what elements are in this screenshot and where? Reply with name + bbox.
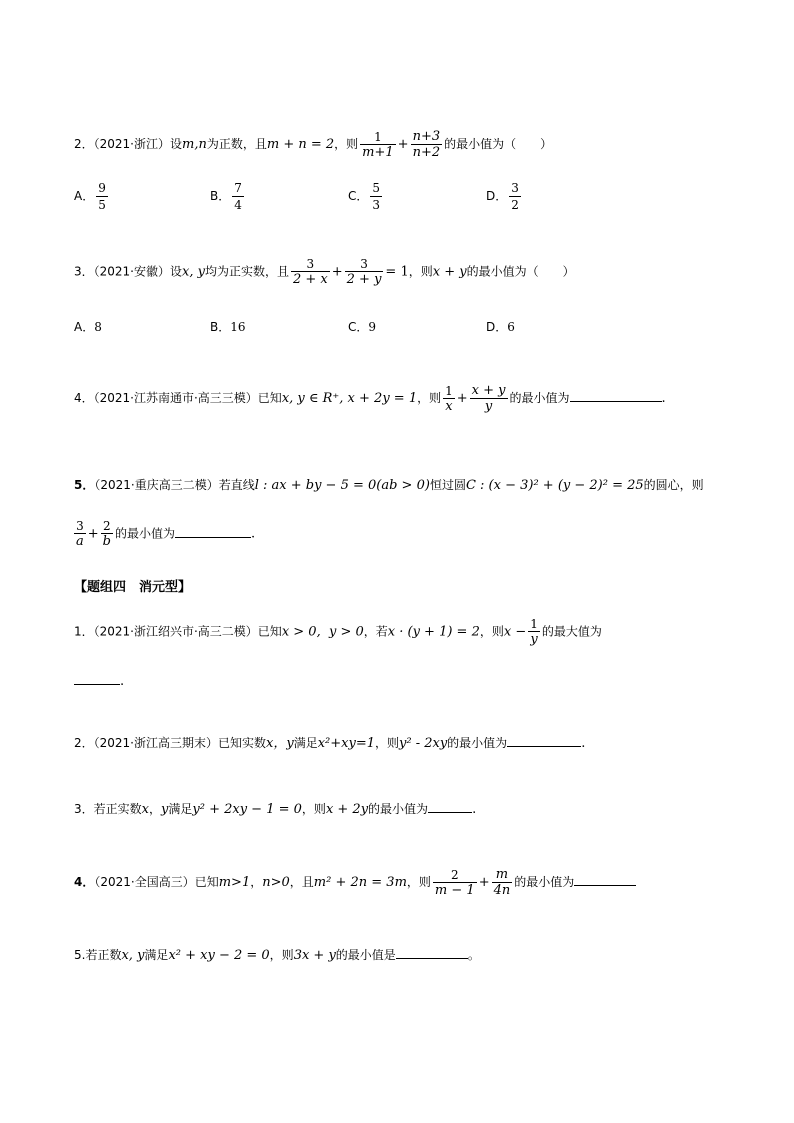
problem-2-stem bbox=[74, 130, 552, 159]
math-fraction bbox=[370, 181, 382, 212]
problem-source: （2021·安徽）设 bbox=[93, 264, 182, 279]
fraction-numerator: 3 bbox=[74, 520, 86, 534]
option-c[interactable] bbox=[348, 318, 376, 335]
problem-text: ，则 bbox=[269, 948, 294, 962]
problem-text: 的最小值为 bbox=[115, 526, 176, 541]
option-label: A． bbox=[74, 320, 95, 334]
problem-5-stem bbox=[74, 479, 704, 492]
option-label: C． bbox=[348, 189, 369, 203]
option-value: 16 bbox=[230, 320, 246, 334]
fraction-denominator: b bbox=[102, 534, 111, 549]
math-operator: + bbox=[397, 137, 409, 152]
problem-5-continued bbox=[74, 520, 255, 548]
problem-text: 若正数 bbox=[85, 948, 122, 962]
problem-text: ，且 bbox=[289, 875, 314, 889]
math-operator: + bbox=[456, 391, 468, 406]
option-label: D． bbox=[486, 189, 508, 203]
math-condition: x · (y + 1) = 2 bbox=[387, 624, 480, 640]
answer-blank[interactable] bbox=[396, 946, 468, 959]
punctuation: . bbox=[120, 674, 125, 689]
problem-text: 满足 bbox=[293, 736, 318, 750]
fraction-numerator: 1 bbox=[530, 617, 538, 631]
problem-text: 均为正实数，且 bbox=[204, 264, 289, 279]
problem-number: 2． bbox=[74, 736, 94, 750]
fraction-denominator: x bbox=[445, 398, 453, 414]
fraction-denominator: 2 bbox=[511, 198, 519, 212]
math-condition: y > 0 bbox=[328, 624, 364, 640]
problem-text: 的最小值为（ ） bbox=[444, 137, 553, 151]
fraction-numerator: x + y bbox=[471, 383, 506, 398]
option-value: 8 bbox=[94, 320, 102, 334]
problem-text: ，若 bbox=[363, 624, 388, 639]
problem-text: ，则 bbox=[301, 802, 326, 816]
g4-problem-5-stem bbox=[74, 946, 480, 962]
option-d[interactable] bbox=[486, 318, 515, 335]
option-label: B． bbox=[210, 189, 231, 203]
punctuation: 。 bbox=[467, 948, 480, 962]
math-condition: n>0 bbox=[262, 875, 290, 890]
option-a[interactable] bbox=[74, 318, 102, 335]
option-label: B． bbox=[210, 320, 231, 334]
problem-text: 的最小值为（ ） bbox=[466, 264, 575, 279]
math-condition: x, y ∈ R⁺, x + 2y = 1 bbox=[281, 391, 418, 406]
problem-text: 若正实数 bbox=[93, 802, 142, 816]
problem-text: 的最小值为 bbox=[509, 391, 570, 405]
math-fraction bbox=[345, 258, 384, 286]
option-label: A． bbox=[74, 189, 95, 203]
fraction-numerator: 3 bbox=[511, 181, 519, 195]
math-expression: 3x + y bbox=[293, 948, 336, 963]
math-circle-equation: C : (x − 3)² + (y − 2)² = 25 bbox=[465, 478, 644, 493]
math-fraction bbox=[433, 869, 477, 897]
answer-blank[interactable] bbox=[428, 800, 472, 813]
fraction-denominator: y bbox=[530, 632, 538, 647]
option-c[interactable] bbox=[348, 181, 384, 212]
g4-problem-2-stem bbox=[74, 734, 585, 750]
math-condition: x² + xy − 2 = 0 bbox=[168, 948, 270, 963]
fraction-denominator: m − 1 bbox=[434, 882, 475, 898]
option-d[interactable] bbox=[486, 181, 523, 212]
math-fraction bbox=[443, 385, 455, 413]
problem-text: 恒过圆 bbox=[429, 478, 466, 492]
math-condition: x > 0, bbox=[281, 624, 321, 640]
answer-blank[interactable] bbox=[570, 389, 662, 402]
math-fraction bbox=[470, 384, 508, 413]
fraction-denominator: n+2 bbox=[412, 145, 441, 160]
answer-blank[interactable] bbox=[574, 873, 636, 886]
fraction-numerator: 3 bbox=[345, 258, 384, 272]
problem-text: ，则 bbox=[374, 736, 399, 750]
problem-text: 为正数，且 bbox=[206, 137, 267, 151]
math-condition: y² + 2xy − 1 = 0 bbox=[192, 802, 302, 817]
problem-text: ，则 bbox=[417, 391, 442, 405]
math-operator: + bbox=[87, 526, 99, 542]
math-fraction bbox=[411, 130, 443, 159]
fraction-denominator: m+1 bbox=[362, 144, 394, 160]
punctuation: . bbox=[251, 526, 256, 542]
fraction-denominator: 4 bbox=[234, 198, 242, 212]
math-fraction bbox=[232, 181, 244, 212]
fraction-numerator: 3 bbox=[291, 258, 330, 272]
math-fraction bbox=[96, 181, 108, 212]
problem-text: ，则 bbox=[334, 137, 359, 151]
problem-number: 5. bbox=[74, 948, 86, 962]
problem-text: ，则 bbox=[406, 875, 431, 889]
problem-number: 1． bbox=[74, 624, 94, 639]
punctuation: ， bbox=[250, 875, 263, 889]
math-condition: x²+xy=1 bbox=[317, 736, 375, 751]
g4-problem-1-stem bbox=[74, 618, 602, 646]
fraction-numerator: 7 bbox=[234, 181, 242, 195]
math-vars: x，y bbox=[266, 736, 294, 751]
problem-source: （2021·重庆高三二模）若直线 bbox=[94, 478, 255, 492]
problem-3-stem bbox=[74, 258, 575, 286]
fraction-numerator: m bbox=[492, 868, 513, 883]
option-label: D． bbox=[486, 320, 508, 334]
problem-source: （2021·江苏南通市·高三三模）已知 bbox=[93, 391, 282, 405]
punctuation: . bbox=[581, 736, 586, 751]
g4-problem-4-stem bbox=[74, 868, 636, 897]
math-vars: m,n bbox=[182, 137, 207, 152]
problem-source: （2021·浙江）设 bbox=[93, 137, 182, 151]
math-expression: x + y bbox=[432, 264, 467, 280]
answer-blank[interactable] bbox=[175, 525, 251, 538]
fraction-numerator: 5 bbox=[372, 181, 381, 195]
math-fraction bbox=[360, 131, 396, 159]
math-equals: = 1 bbox=[385, 264, 409, 280]
fraction-numerator: 1 bbox=[360, 131, 396, 145]
option-b[interactable] bbox=[210, 318, 246, 335]
math-expression: x − bbox=[503, 624, 527, 640]
problem-number: 4． bbox=[74, 875, 95, 889]
math-fraction bbox=[528, 618, 540, 646]
fraction-numerator: 2 bbox=[433, 869, 477, 883]
problem-source: （2021·全国高三）已知 bbox=[94, 875, 219, 889]
answer-blank[interactable] bbox=[74, 672, 120, 685]
problem-text: 的最小值为 bbox=[514, 875, 575, 889]
math-var: y bbox=[161, 802, 169, 817]
math-fraction bbox=[509, 181, 521, 212]
math-expression: y² - 2xy bbox=[399, 736, 448, 751]
math-vars: x, y bbox=[182, 264, 205, 280]
g4-problem-3-stem bbox=[74, 800, 476, 816]
option-value: 9 bbox=[368, 320, 377, 334]
section-title: 【题组四 消元型】 bbox=[74, 580, 192, 595]
fraction-denominator: 2 + y bbox=[346, 272, 382, 287]
math-var: x bbox=[141, 802, 149, 817]
math-condition: m + n = 2 bbox=[266, 137, 335, 152]
option-a[interactable] bbox=[74, 181, 110, 212]
math-line-equation: l : ax + by − 5 = 0(ab > 0) bbox=[254, 478, 430, 493]
fraction-numerator: n+3 bbox=[412, 129, 441, 144]
problem-text: ，则 bbox=[408, 264, 433, 279]
problem-number: 2． bbox=[74, 137, 94, 151]
fraction-denominator: 5 bbox=[98, 198, 106, 212]
problem-4-stem bbox=[74, 384, 666, 413]
problem-text: 的最大值为 bbox=[541, 624, 602, 639]
problem-text: 满足 bbox=[144, 948, 169, 962]
problem-text: 的圆心，则 bbox=[643, 478, 704, 492]
problem-text: 的最小值为 bbox=[447, 736, 508, 750]
math-fraction bbox=[492, 868, 513, 897]
problem-number: 4． bbox=[74, 391, 94, 405]
problem-number: 3． bbox=[74, 264, 94, 279]
math-operator: + bbox=[331, 264, 343, 280]
problem-source: （2021·浙江绍兴市·高三二模）已知 bbox=[93, 624, 282, 639]
problem-text: ，则 bbox=[479, 624, 504, 639]
fraction-denominator: 3 bbox=[372, 198, 381, 212]
math-condition: m>1 bbox=[218, 875, 251, 890]
math-operator: + bbox=[478, 875, 490, 890]
fraction-numerator: 1 bbox=[445, 383, 453, 398]
punctuation: . bbox=[661, 391, 666, 406]
fraction-numerator: 9 bbox=[98, 181, 106, 195]
fraction-denominator: y bbox=[484, 399, 493, 414]
math-condition: m² + 2n = 3m bbox=[313, 875, 407, 890]
punctuation: ， bbox=[149, 802, 162, 816]
option-b[interactable] bbox=[210, 181, 246, 212]
math-vars: x, y bbox=[121, 948, 145, 963]
fraction-denominator: a bbox=[76, 534, 84, 549]
math-fraction bbox=[74, 520, 86, 548]
option-label: C． bbox=[348, 320, 369, 334]
option-value: 6 bbox=[507, 320, 515, 334]
fraction-numerator: 2 bbox=[101, 520, 113, 534]
math-fraction bbox=[291, 258, 330, 286]
answer-blank[interactable] bbox=[507, 734, 581, 747]
problem-number: 3． bbox=[74, 802, 94, 816]
fraction-denominator: 2 + x bbox=[292, 272, 328, 287]
problem-source: （2021·浙江高三期末）已知实数 bbox=[93, 736, 266, 750]
problem-text: 满足 bbox=[168, 802, 193, 816]
problem-number: 5． bbox=[74, 478, 95, 492]
problem-text: 的最小值是 bbox=[335, 948, 396, 962]
problem-text: 的最小值为 bbox=[368, 802, 429, 816]
math-fraction bbox=[101, 520, 113, 548]
fraction-denominator: 4n bbox=[493, 883, 511, 898]
math-expression: x + 2y bbox=[325, 802, 369, 817]
punctuation: . bbox=[472, 802, 477, 817]
g4-problem-1-answer-line bbox=[74, 672, 124, 688]
